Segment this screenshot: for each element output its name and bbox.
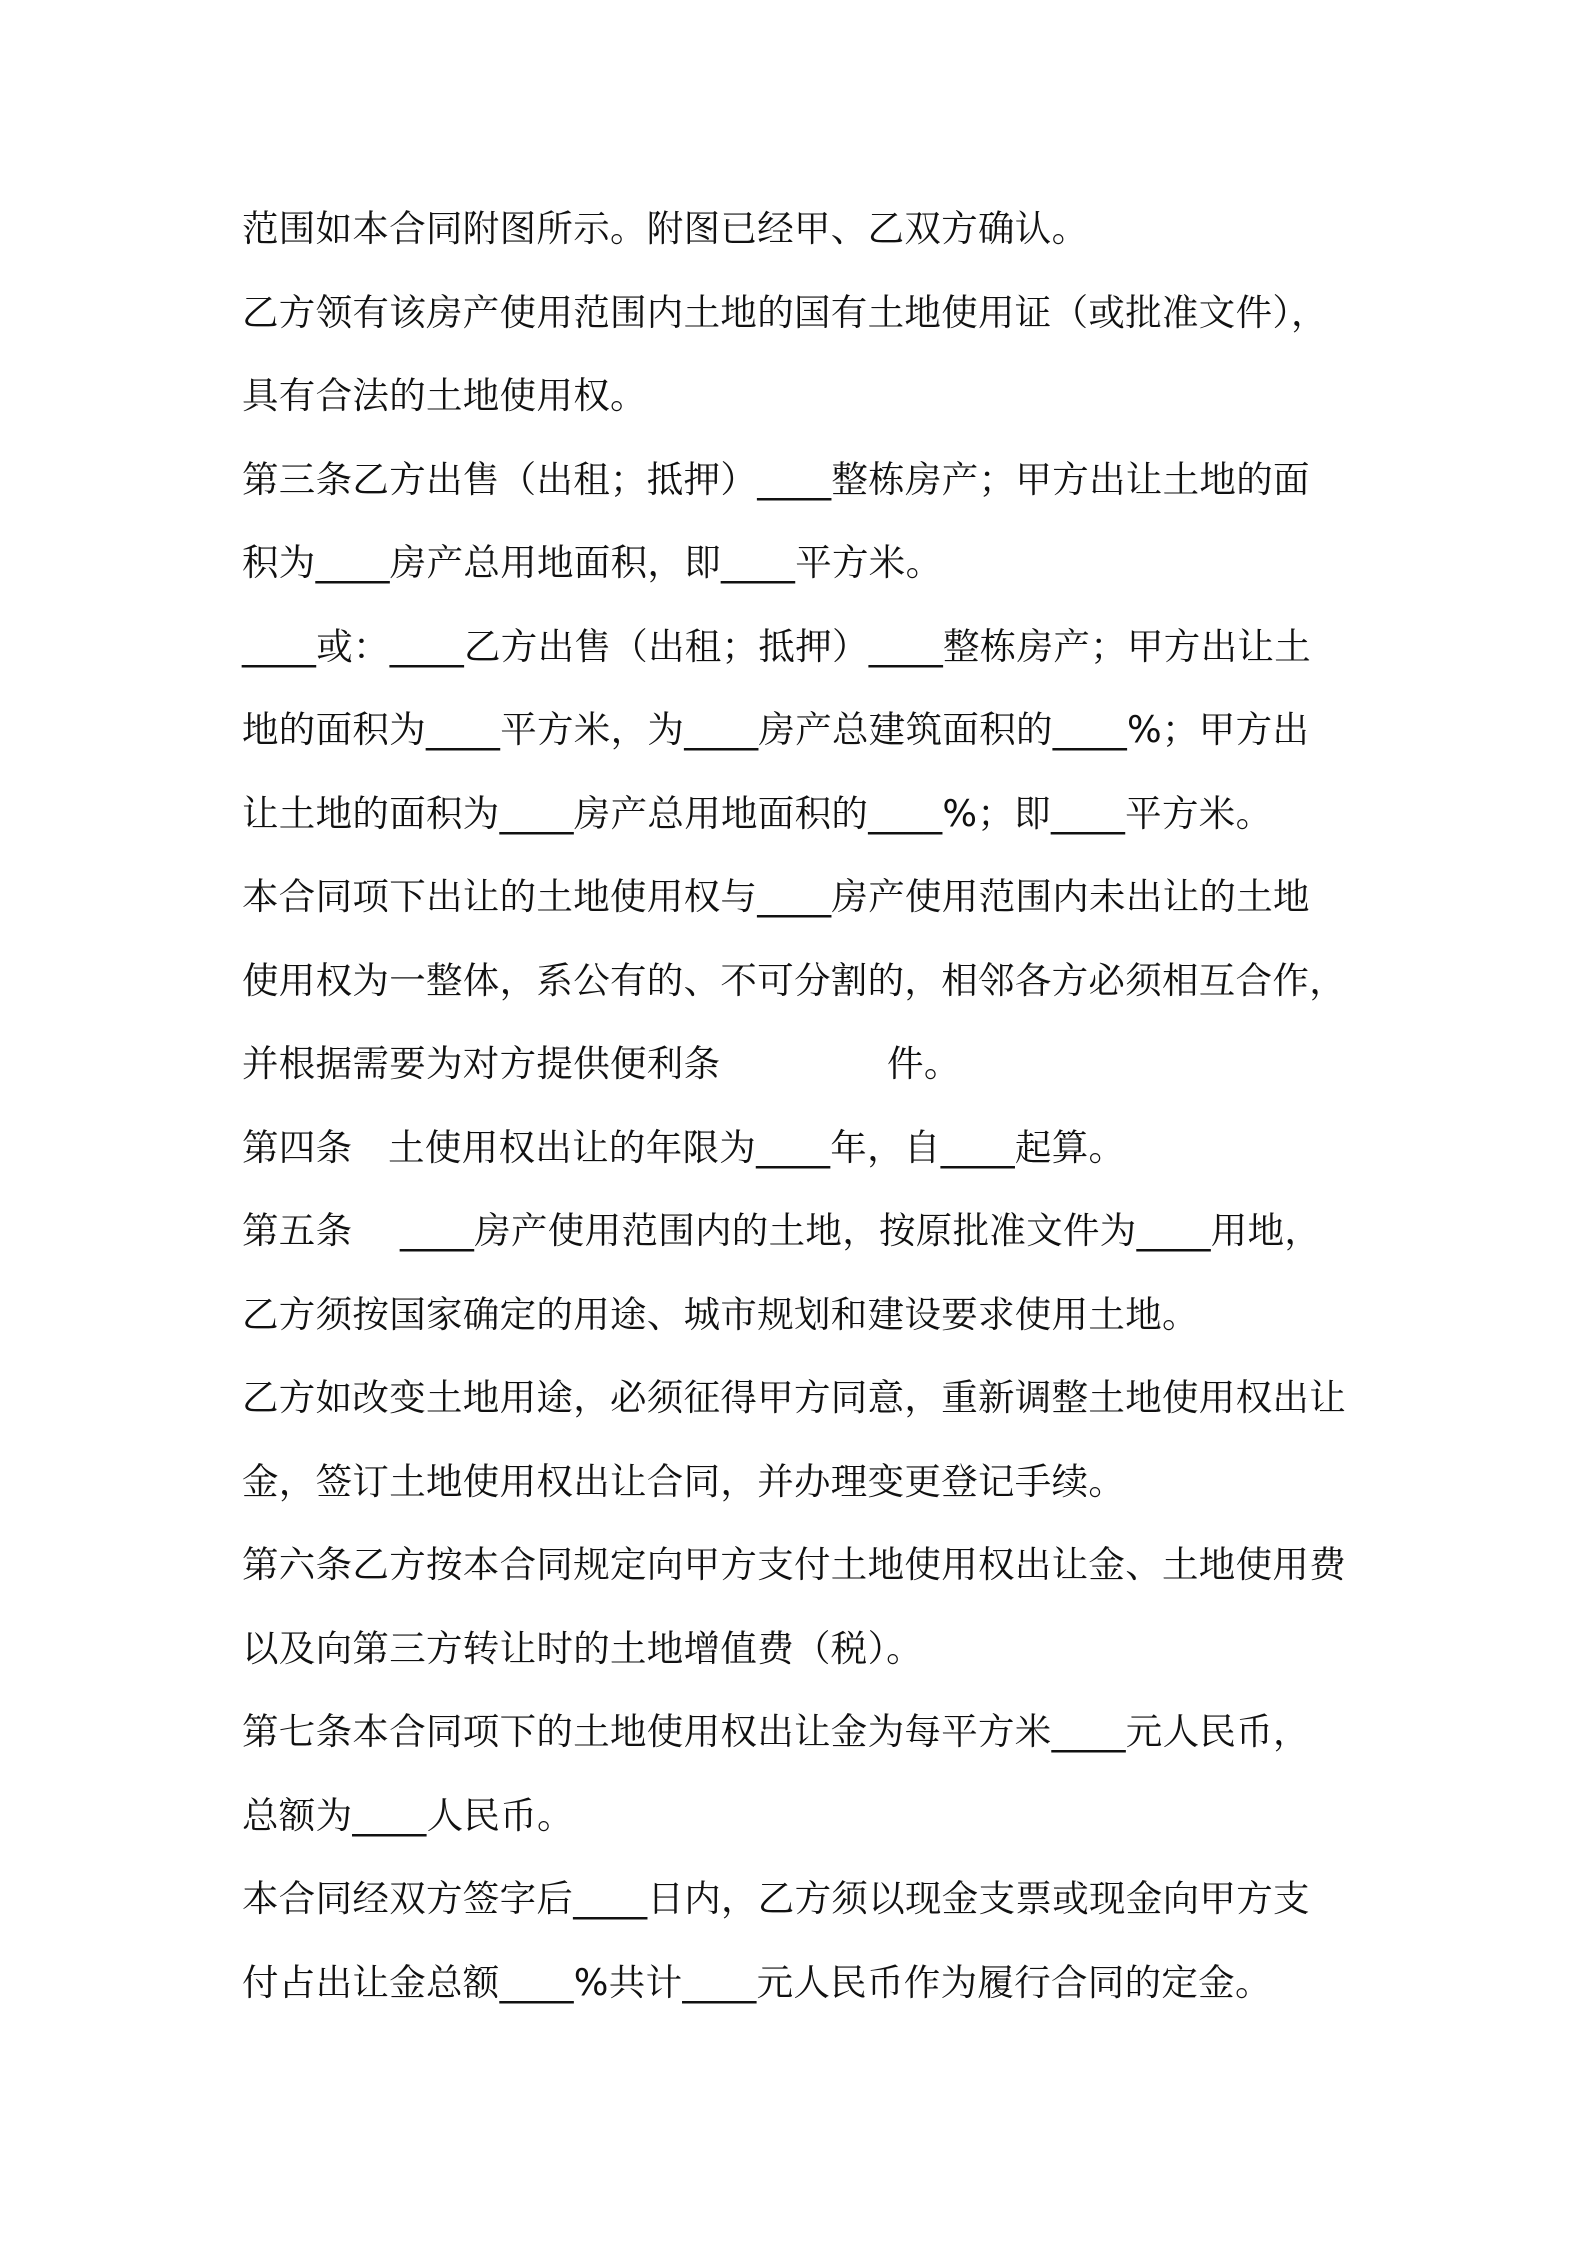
text-line: 付占出让金总额____%共计____元人民币作为履行合同的定金。 bbox=[242, 1961, 1272, 2004]
text-line: 积为____房产总用地面积，即____平方米。 bbox=[242, 541, 943, 584]
text-line: 本合同项下出让的土地使用权与____房产使用范围内未出让的土地 bbox=[242, 875, 1310, 918]
text-line: 地的面积为____平方米，为____房产总建筑面积的____%；甲方出 bbox=[242, 708, 1310, 751]
text-line: 金，签订土地使用权出让合同，并办理变更登记手续。 bbox=[242, 1460, 1126, 1503]
text-line: 第五条 ____房产使用范围内的土地，按原批准文件为____用地， bbox=[242, 1209, 1322, 1252]
text-line: 总额为____人民币。 bbox=[242, 1794, 574, 1837]
text-line: 第三条乙方出售（出租；抵押）____整栋房产；甲方出让土地的面 bbox=[242, 458, 1310, 501]
text-line: 使用权为一整体，系公有的、不可分割的，相邻各方必须相互合作， bbox=[242, 959, 1346, 1002]
text-line: 以及向第三方转让时的土地增值费（税）。 bbox=[242, 1627, 923, 1670]
text-line: 本合同经双方签字后____日内，乙方须以现金支票或现金向甲方支 bbox=[242, 1877, 1310, 1920]
text-line: ____或：____乙方出售（出租；抵押）____整栋房产；甲方出让土 bbox=[242, 625, 1311, 668]
text-line: 第四条 土使用权出让的年限为____年，自____起算。 bbox=[242, 1126, 1126, 1169]
text-line: 乙方如改变土地用途，必须征得甲方同意，重新调整土地使用权出让 bbox=[242, 1376, 1346, 1419]
text-line: 第七条本合同项下的土地使用权出让金为每平方米____元人民币， bbox=[242, 1710, 1310, 1753]
text-line: 乙方须按国家确定的用途、城市规划和建设要求使用土地。 bbox=[242, 1293, 1199, 1336]
text-line: 并根据需要为对方提供便利条 件。 bbox=[242, 1042, 961, 1085]
text-line: 让土地的面积为____房产总用地面积的____%；即____平方米。 bbox=[242, 792, 1273, 835]
text-line: 范围如本合同附图所示。附图已经甲、乙双方确认。 bbox=[242, 207, 1089, 250]
text-line: 具有合法的土地使用权。 bbox=[242, 374, 647, 417]
text-line: 第六条乙方按本合同规定向甲方支付土地使用权出让金、土地使用费 bbox=[242, 1543, 1346, 1586]
text-line: 乙方领有该房产使用范围内土地的国有土地使用证（或批准文件）， bbox=[242, 291, 1328, 334]
